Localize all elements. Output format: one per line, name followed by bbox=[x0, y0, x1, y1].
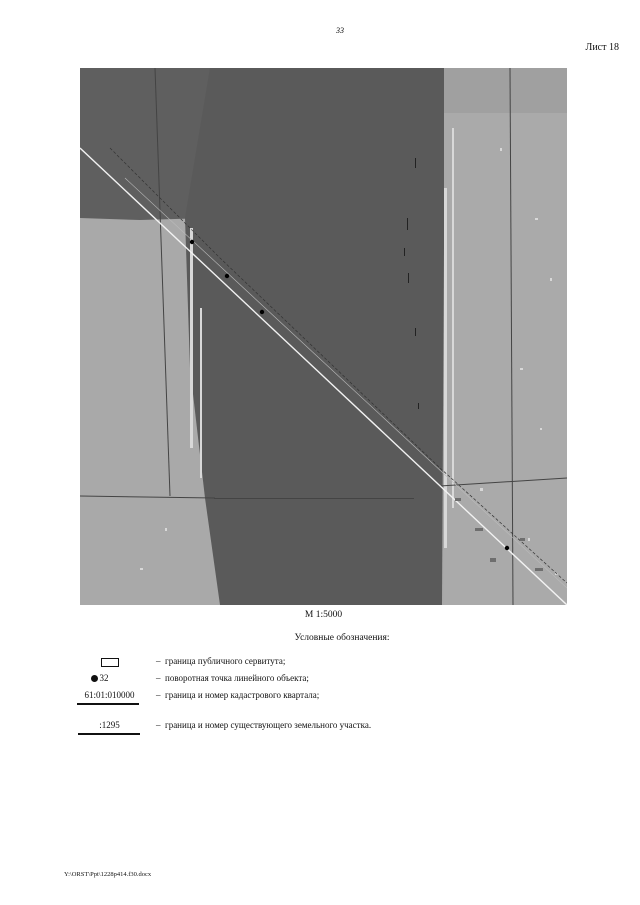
legend-text: – граница публичного сервитута; bbox=[156, 656, 286, 666]
map-frame[interactable] bbox=[80, 68, 567, 605]
cadastral-map bbox=[80, 68, 567, 605]
legend-row-servitude bbox=[0, 656, 600, 670]
page-number: 33 bbox=[336, 26, 344, 35]
dark-area-central bbox=[185, 68, 445, 605]
turning-point[interactable] bbox=[260, 310, 264, 314]
legend-symbol bbox=[72, 656, 147, 669]
legend-row-quarter bbox=[0, 690, 600, 704]
legend-text: – граница и номер существующего земельного участка. bbox=[156, 720, 372, 730]
upper-right-shade bbox=[444, 68, 567, 113]
scale-label: М 1:5000 bbox=[304, 610, 343, 620]
legend-text: – граница и номер кадастрового квартала; bbox=[156, 690, 320, 700]
servitude-rect-icon bbox=[101, 658, 119, 667]
legend-row-parcel bbox=[0, 720, 600, 734]
turning-point[interactable] bbox=[505, 546, 509, 550]
legend-title: Условные обозначения: bbox=[294, 633, 390, 643]
turning-point[interactable] bbox=[190, 240, 194, 244]
legend-text: – поворотная точка линейного объекта; bbox=[156, 673, 309, 683]
quarter-line-icon bbox=[77, 703, 139, 705]
legend-row-point bbox=[0, 673, 600, 687]
legend-symbol: :1295 bbox=[99, 720, 120, 730]
legend-symbol: 61:01:010000 bbox=[84, 690, 135, 700]
turning-point[interactable] bbox=[225, 274, 229, 278]
parcel-line-icon bbox=[78, 733, 140, 735]
legend-symbol: 32 bbox=[62, 673, 137, 683]
sheet-label: Лист 18 bbox=[585, 42, 619, 53]
light-area-right bbox=[444, 68, 567, 605]
point-dot-icon bbox=[91, 675, 98, 682]
footer-file-path: Y:\ORST\Ppt\1228p414.f30.docx bbox=[64, 871, 152, 878]
